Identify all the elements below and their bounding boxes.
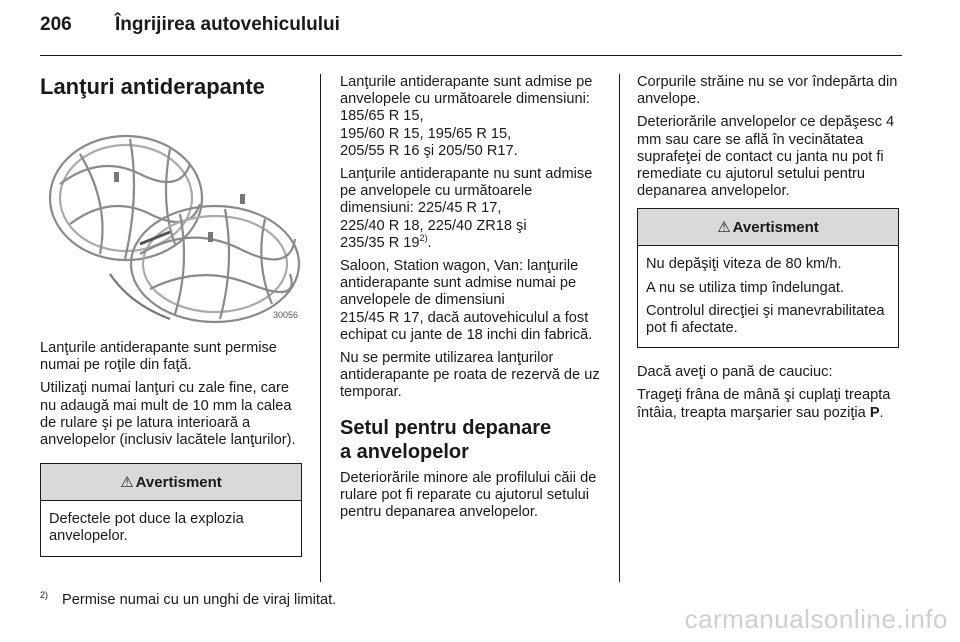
paragraph: Utilizaţi numai lanţuri cu zale fine, care nu adaugă mai mult de 10 mm la calea de rulare şi pe latura interioară a anvelopelor (inclusiv lacătele lanţurilor). — [40, 380, 296, 449]
snow-chains-illustration — [40, 114, 302, 326]
figure-code: 30056 — [272, 309, 298, 320]
warning-title: Avertisment — [135, 473, 222, 491]
warning-body — [41, 501, 301, 555]
text-span: 205/55 R 16 şi 205/50 R17. — [340, 142, 518, 159]
column-1 — [40, 74, 302, 557]
warning-box — [637, 208, 899, 348]
paragraph: Deteriorările minore ale profilului căii de rulare pot fi reparate cu ajutorul setului pentru depanarea anvelopelor. — [340, 469, 597, 521]
paragraph — [340, 258, 602, 344]
paragraph: Dacă aveţi o pană de cauciuc: — [637, 364, 833, 381]
warning-header — [41, 464, 301, 501]
warning-triangle-icon: ⚠ — [120, 473, 134, 491]
column-divider-1 — [320, 74, 321, 582]
paragraph: Nu se permite utilizarea lanţurilor antiderapante pe roata de rezervă de uz temporar. — [340, 350, 600, 401]
paragraph: Lanţurile antiderapante sunt permise numai pe roţile din faţă. — [40, 340, 277, 374]
warning-line: Nu depăşiţi viteza de 80 km/h. — [646, 256, 842, 273]
paragraph: Deteriorările anvelopelor ce depăşesc 4 mm sau care se află în vecinătatea suprafeţei de contact cu janta nu pot fi remediate cu ajutorul setului pentru depanarea anvelopelor. — [637, 114, 895, 200]
footnote-text: Permise numai cu un unghi de viraj limitat. — [62, 592, 337, 608]
heading-tyre-repair-kit — [340, 416, 602, 464]
text-span: Trageţi frâna de mână şi cuplaţi treapta întâia, treapta marşarier sau poziţia — [637, 387, 891, 421]
text-span: Lanţurile antiderapante nu sunt admise pe anvelopele cu următoarele dimensiuni: 225/45 R 17, — [340, 166, 593, 217]
paragraph — [637, 387, 899, 421]
warning-text: Defectele pot duce la explozia anvelopelor. — [49, 511, 244, 545]
column-3 — [637, 74, 899, 428]
paragraph: Corpurile străine nu se vor îndepărta din anvelope. — [637, 74, 898, 108]
footnote-marker: 2) — [40, 590, 49, 600]
page-number: 206 — [40, 14, 72, 35]
warning-line: Controlul direcţiei şi manevrabilitatea pot fi afectate. — [646, 302, 885, 337]
paragraph — [340, 74, 602, 160]
heading-snow-chains: Lanţuri antiderapante — [40, 74, 265, 99]
text-span: 225/40 R 18, 225/40 ZR18 şi — [340, 217, 527, 234]
column-2 — [340, 74, 602, 527]
text-span: Lanţurile antiderapante sunt admise pe anvelopele cu următoarele dimensiuni: 185/65 R 15, — [340, 74, 593, 125]
footnote — [40, 592, 336, 608]
text-span: . — [427, 234, 432, 251]
text-span: 235/35 R 19 — [340, 234, 420, 251]
heading-line: a anvelopelor — [340, 440, 469, 463]
warning-title: Avertisment — [732, 218, 819, 236]
header-rule — [40, 55, 902, 56]
warning-line: A nu se utiliza timp îndelungat. — [646, 279, 844, 296]
column-divider-2 — [619, 74, 620, 582]
footnote-ref: 2) — [419, 232, 428, 243]
text-span: Saloon, Station wagon, Van: lanţurile antiderapante sunt admise numai pe anvelopele de dimensiuni — [340, 258, 579, 309]
warning-triangle-icon: ⚠ — [717, 218, 731, 236]
warning-header — [638, 209, 898, 246]
warning-box — [40, 463, 302, 556]
snow-chains-drawing — [40, 114, 302, 326]
gear-position-p: P — [869, 404, 880, 421]
text-span: 215/45 R 17, dacă autovehiculul a fost echipat cu jante de 18 inchi din fabrică. — [340, 309, 593, 343]
paragraph — [340, 166, 602, 252]
watermark: carmanualsonline.info — [684, 604, 948, 634]
text-span: . — [879, 404, 884, 421]
heading-line: Setul pentru depanare — [340, 416, 552, 439]
text-span: 195/60 R 15, 195/65 R 15, — [340, 125, 512, 142]
warning-body — [638, 246, 898, 347]
section-title: Îngrijirea autovehiculului — [115, 14, 340, 35]
